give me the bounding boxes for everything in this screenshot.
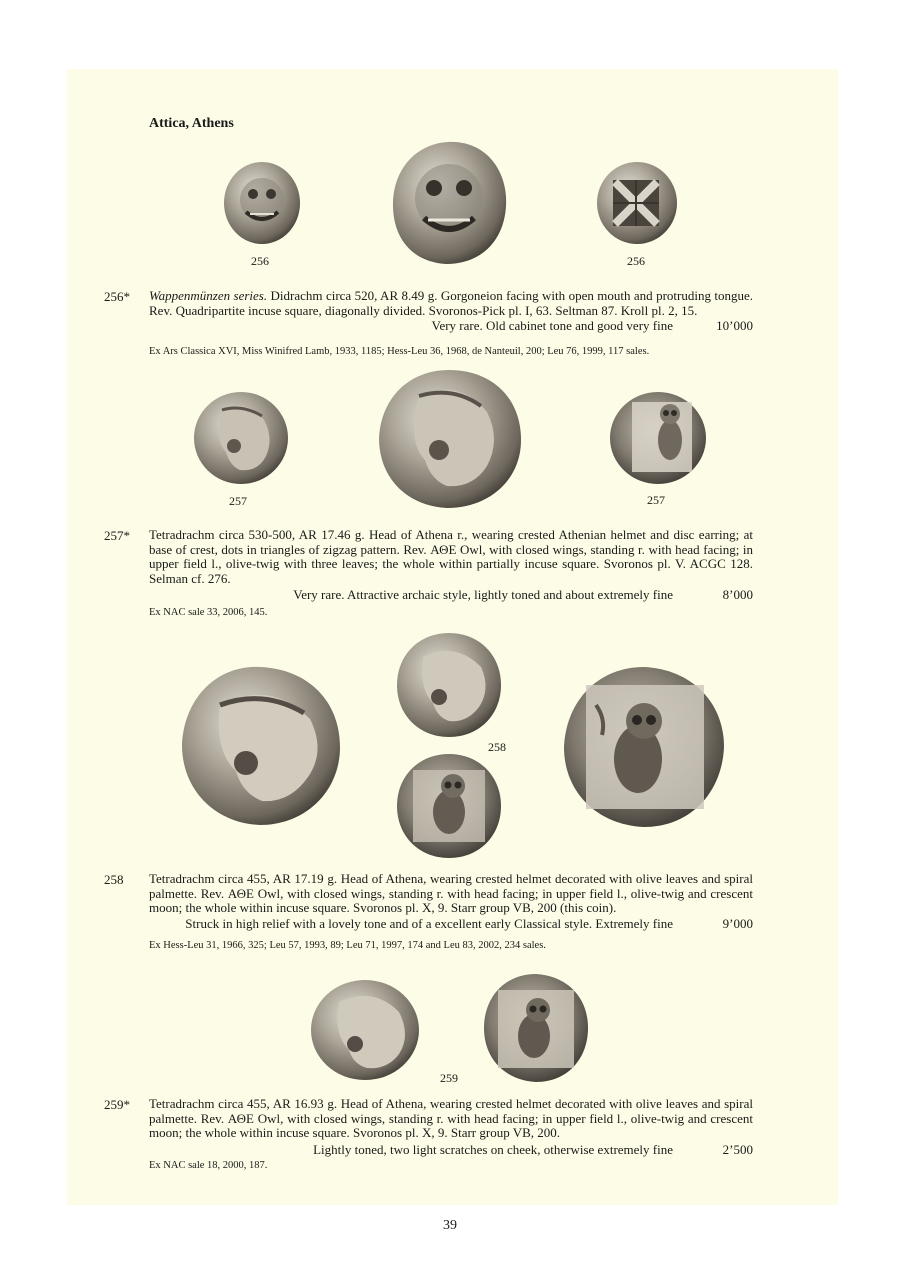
coin-259-athena — [309, 978, 421, 1082]
coin-256-incuse-reverse — [595, 160, 679, 246]
provenance: Ex NAC sale 18, 2000, 187. — [149, 1160, 268, 1171]
estimate-price: 2’500 — [722, 1142, 753, 1157]
coin-caption: 256 — [627, 254, 645, 268]
estimate-price: 8’000 — [722, 587, 753, 602]
coin-caption: 259 — [440, 1071, 458, 1085]
description-text: Didrachm circa 520, AR 8.49 g. Gorgoneion facing with open mouth and protruding tongue. Rev. Quadripartite incuse square, diagonally divided. Svoronos-Pick pl. I, 63. Seltman 87. Kroll pl. 2, 15. — [149, 288, 754, 318]
provenance: Ex Ars Classica XVI, Miss Winifred Lamb, 1933, 1185; Hess-Leu 36, 1968, de Nanteuil, 200; Leu 76, 1999, 117 sales. — [149, 346, 650, 357]
coin-caption: 258 — [488, 740, 506, 754]
lot-description — [149, 289, 753, 318]
coin-256-gorgoneion-small — [222, 160, 302, 246]
coin-256-gorgoneion-large — [390, 140, 508, 266]
estimate-price: 10’000 — [716, 318, 753, 333]
coin-258-athena-actual — [395, 631, 503, 739]
lot-description: Tetradrachm circa 455, AR 17.19 g. Head of Athena, wearing crested helmet decorated with olive leaves and spiral palmette. Rev. ΑΘΕ Owl, with closed wings, standing r. with head facing; in upper field l., olive-twig and crescent moon; the whole within incuse square. Svoronos pl. X, 9. Starr group VB, 200 (this coin). — [149, 871, 753, 915]
lot-number: 258 — [104, 872, 124, 887]
coin-caption: 257 — [229, 494, 247, 508]
grade-text: Lightly toned, two light scratches on cheek, otherwise extremely fine — [313, 1142, 673, 1157]
section-title: Attica, Athens — [149, 116, 234, 131]
page-number: 39 — [443, 1218, 457, 1233]
coin-caption: 256 — [251, 254, 269, 268]
series-name: Wappenmünzen series. — [149, 288, 268, 303]
grade-line — [149, 318, 753, 334]
lot-description: Tetradrachm circa 455, AR 16.93 g. Head of Athena, wearing crested helmet decorated with olive leaves and spiral palmette. Rev. ΑΘΕ Owl, with closed wings, standing r. with head facing; in upper field l., olive-twig and crescent moon; the whole within incuse square. Svoronos pl. X, 9. Starr group VB, 200. — [149, 1096, 753, 1140]
grade-line — [149, 1142, 753, 1158]
lot-number: 256* — [104, 289, 130, 304]
lot-number: 257* — [104, 528, 130, 543]
grade-line — [149, 916, 753, 932]
provenance: Ex NAC sale 33, 2006, 145. — [149, 607, 268, 618]
coin-258-athena-enlarged — [180, 665, 342, 827]
grade-text: Struck in high relief with a lovely tone and of a excellent early Classical style. Extremely fine — [185, 916, 673, 931]
coin-257-athena-large — [377, 368, 523, 510]
grade-line — [149, 587, 753, 603]
coin-258-owl-actual — [395, 752, 503, 860]
grade-text: Very rare. Attractive archaic style, lightly toned and about extremely fine — [293, 587, 673, 602]
estimate-price: 9’000 — [722, 916, 753, 931]
coin-258-owl-enlarged — [562, 665, 726, 829]
coin-caption: 257 — [647, 493, 665, 507]
grade-text: Very rare. Old cabinet tone and good very fine — [431, 318, 673, 333]
lot-description: Tetradrachm circa 530-500, AR 17.46 g. Head of Athena r., wearing crested Athenian helmet and disc earring; at base of crest, dots in triangles of zigzag pattern. Rev. ΑΘΕ Owl, with closed wings, standing r. with head facing; in upper field l., olive-twig with three leaves; the whole within partially incuse square. Svoronos pl. V. ACGC 128. Selman cf. 276. — [149, 527, 753, 586]
coin-257-athena-small — [192, 390, 290, 486]
coin-259-owl — [482, 972, 590, 1084]
coin-257-owl-reverse — [608, 390, 708, 486]
provenance: Ex Hess-Leu 31, 1966, 325; Leu 57, 1993, 89; Leu 71, 1997, 174 and Leu 83, 2002, 234 sales. — [149, 940, 546, 951]
lot-number: 259* — [104, 1097, 130, 1112]
